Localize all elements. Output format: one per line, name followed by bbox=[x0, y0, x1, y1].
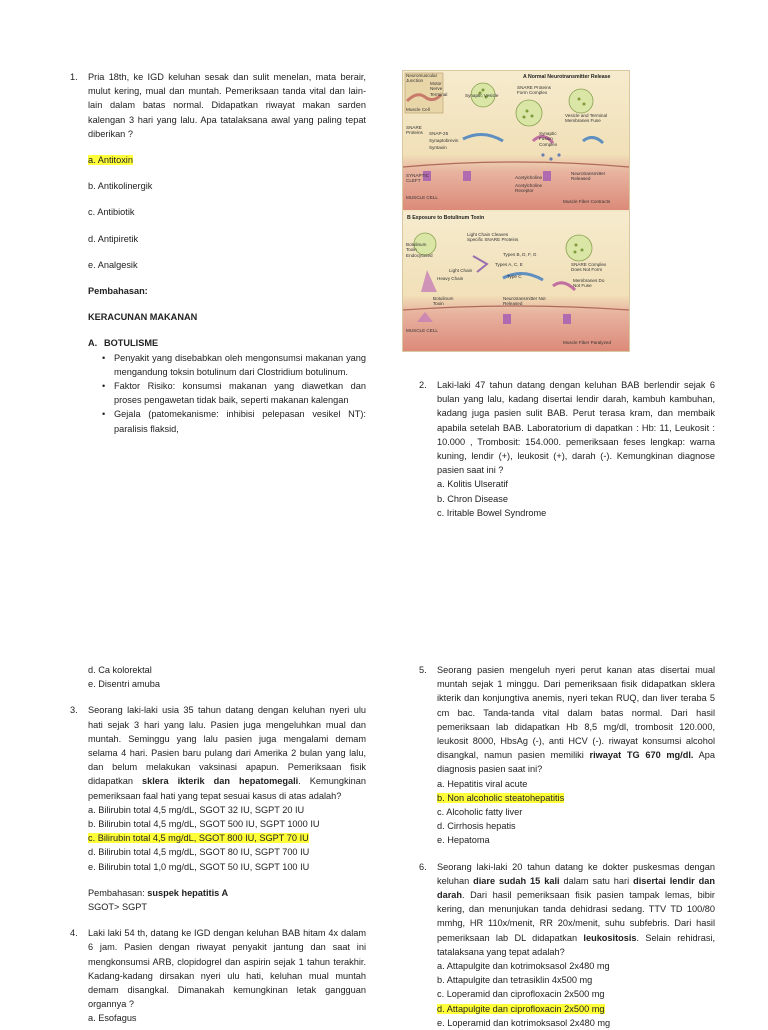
answer-option: e. Loperamid dan kotrimoksasol 2x480 mg bbox=[437, 1017, 611, 1028]
pembahasan: Pembahasan: suspek hepatitis A bbox=[88, 887, 229, 898]
figure-label: Types B, D, F, G bbox=[503, 252, 537, 257]
answer-option: e. Hepatoma bbox=[437, 835, 490, 846]
question-text: Seorang laki-laki usia 35 tahun datang dengan keluhan nyeri ulu hati sejak 3 hari yang lalu. Pasien juga mengeluhkan mual dan muntah. Seminggu yang lalu pasien juga mengalami demam selama 4 hari. Pasien baru pulang dari Amerika 2 bulan yang lalu, dan belum melakukan vaksinasi apapun. Pemeriksaan fisik didapatkan sklera ikterik dan hepatomegali. Kemungkinan pemeriksaan faal hati yang tepat sesuai kasus di atas adalah? bbox=[88, 705, 366, 801]
panel-b-title: B Exposure to Botulinum Toxin bbox=[407, 215, 485, 221]
figure-label: SYNAPTIC CLEFT bbox=[406, 173, 429, 184]
question-number: 5. bbox=[419, 665, 427, 675]
answer-option: b. Attapulgite dan tetrasiklin 4x500 mg bbox=[437, 975, 593, 986]
answer-option: d. Antipiretik bbox=[88, 233, 139, 244]
answer-option: d. Cirrhosis hepatis bbox=[437, 821, 516, 832]
answer-option: b. Bilirubin total 4,5 mg/dL, SGOT 500 IU, SGPT 1000 IU bbox=[88, 819, 320, 830]
figure-label: Neurotransmitter Not Released bbox=[503, 296, 546, 307]
figure-label: Acetylcholine bbox=[515, 175, 543, 180]
bullet-item: • Gejala (patomekanisme: inhibisi pelepasan vesikel NT): paralisis flaksid, bbox=[70, 407, 366, 435]
subsection-title: BOTULISME bbox=[104, 338, 159, 349]
question-3 bbox=[70, 703, 366, 802]
answer-option: c. Antibiotik bbox=[88, 207, 135, 218]
answer-option: d. Bilirubin total 4,5 mg/dL, SGOT 80 IU, SGPT 700 IU bbox=[88, 847, 310, 858]
figure-label: Vesicle and Terminal Membranes Fuse bbox=[565, 113, 608, 124]
figure-label: Synaptic Fusion Complex bbox=[539, 131, 558, 147]
question-number: 3. bbox=[70, 705, 78, 716]
left-top-column bbox=[70, 70, 366, 436]
section-title: KERACUNAN MAKANAN bbox=[88, 312, 198, 323]
pembahasan-note: SGOT> SGPT bbox=[88, 902, 147, 913]
bullet-item: • Faktor Risiko: konsumsi makanan yang diawetkan dan proses pengawetan tidak baik, seperti makanan kalengan bbox=[70, 379, 366, 407]
botulinum-figure bbox=[402, 70, 630, 352]
bullet-list bbox=[70, 351, 366, 436]
figure-label: Membranes Do Not Fuse bbox=[573, 278, 605, 289]
question-1 bbox=[70, 70, 366, 141]
figure-label: Acetylcholine Receptor bbox=[515, 183, 543, 194]
figure-label: Muscle Cell bbox=[406, 107, 430, 112]
figure-label: Neuromuscular Junction bbox=[406, 73, 438, 84]
figure-label: Heavy Chain bbox=[437, 276, 464, 281]
figure-label: MUSCLE CELL bbox=[406, 195, 438, 200]
question-text: Pria 18th, ke IGD keluhan sesak dan sulit menelan, mata berair, mulut kering, mual dan muntah. Pemeriksaan tanda vital dan lain-lain dalam batas normal. Didapatkan riwayat makan sarden kalengan 3 hari yang lalu. Apa tatalaksana awal yang paling tepat diberikan ? bbox=[88, 72, 366, 139]
answer-option: a. Esofagus bbox=[88, 1013, 137, 1024]
figure-label: Muscle Fiber Paralyzed bbox=[563, 340, 611, 345]
answer-option bbox=[88, 831, 366, 845]
figure-label: SNARE Proteins Form Complex bbox=[517, 85, 551, 96]
figure-panel-botulinum bbox=[403, 212, 629, 351]
answer-highlight: c. Bilirubin total 4,5 mg/dL, SGOT 800 IU, SGPT 70 IU bbox=[88, 833, 309, 844]
question-6 bbox=[419, 860, 715, 959]
question-number: 4. bbox=[70, 928, 78, 939]
answer-option: e. Analgesik bbox=[88, 259, 138, 270]
panel-a-title: A Normal Neurotransmitter Release bbox=[523, 74, 611, 80]
question-number: 2. bbox=[419, 380, 427, 390]
answer-option bbox=[437, 1002, 715, 1016]
figure-label: Type C bbox=[507, 274, 522, 279]
question-number: 1. bbox=[70, 72, 78, 82]
answer-highlight: d. Attapulgite dan ciprofloxacin 2x500 mg bbox=[437, 1003, 605, 1014]
answer-option: a. Attapulgite dan kotrimoksasol 2x480 mg bbox=[437, 961, 610, 972]
left-bottom-column bbox=[70, 663, 366, 1026]
question-text: Seorang laki-laki 20 tahun datang ke dokter puskesmas dengan keluhan diare sudah 15 kali dalam satu hari disertai lendir dan darah. Dari hasil pemeriksaan fisik pasien tampak lemas, bibir kering, dan menunjukan tanda dehidrasi sedang. TTV TD 100/80 mmhg, HR 110x/menit, RR 20x/menit, suhu subfebris. Dari hasil pemeriksaan lab DL didapatkan leukositosis. Selain rehidrasi, tatalaksana yang tepat adalah? bbox=[437, 861, 716, 957]
figure-label: Motor Nerve Terminal bbox=[430, 81, 448, 97]
figure-label: SNARE Complex Does Not Form bbox=[571, 262, 607, 273]
answer-option: b. Chron Disease bbox=[437, 493, 508, 504]
answer-option: c. Iritable Bowel Syndrome bbox=[437, 507, 547, 518]
answer-option: a. Kolitis Ulseratif bbox=[437, 479, 508, 490]
figure-panel-normal bbox=[403, 71, 629, 210]
figure-label: SNARE Proteins bbox=[406, 125, 423, 136]
figure-label: Synaptic Vesicle bbox=[465, 93, 499, 98]
answer-option: a. Bilirubin total 4,5 mg/dL, SGOT 32 IU, SGPT 20 IU bbox=[88, 804, 305, 815]
figure-label: Muscle Fiber Contracts bbox=[563, 199, 611, 204]
answer-option: d. Ca kolorektal bbox=[88, 665, 152, 675]
question-5 bbox=[419, 663, 715, 777]
answer-option: a. Hepatitis viral acute bbox=[437, 778, 528, 789]
bullet-item: • Penyakit yang disebabkan oleh mengonsumsi makanan yang mengandung toksin botulinum dari Clostridium botulinum. bbox=[70, 351, 366, 379]
pembahasan-label: Pembahasan: bbox=[88, 286, 148, 297]
figure-label: Neurotransmitter Released bbox=[571, 171, 606, 182]
subsection-heading bbox=[88, 336, 366, 350]
answer-option: e. Bilirubin total 1,0 mg/dL, SGOT 50 IU, SGPT 100 IU bbox=[88, 861, 310, 872]
figure-label: Light Chain bbox=[449, 268, 473, 273]
question-text: Laki-laki 47 tahun datang dengan keluhan BAB berlendir sejak 6 bulan yang lalu, kadang disertai lendir darah, kambuh kambuhan, kadang juga pasien sulit BAB. Perut terasa kram, dan membaik apabila setelah BAB. Laboratorium di dapatkan : Hb: 11, Leukosit : 10.000 , Trombosit: 154.000. pemeriksaan feses lengkap: warna kuning, lendir (+), leukosit (+), darah (-). Kemungkinan diagnose pasien saat ini ? bbox=[437, 380, 715, 476]
subsection-letter: A. bbox=[88, 338, 98, 349]
question-text: Seorang pasien mengeluh nyeri perut kanan atas disertai mual muntah sejak 1 minggu. Dari pemeriksaan fisik didapatkan sklera ikterik dan konjungtiva anemis, nyeri tekan RUQ, dan liver teraba 5 cm bac. Tanda-tanda vital dalam batas normal. Dari hasil pemeriksaan lab didapatkan Hb 8,5 mg/dl, trombosit 120.000, leukosit 8000, HbsAg (-), anti HCV (-). riwayat konsumsi alcohol disangkal, namun pasien memiliki riwayat TG 670 mg/dl. Apa diagnosis pasien saat ini? bbox=[437, 665, 715, 775]
right-top-column bbox=[419, 378, 715, 520]
answer-option bbox=[88, 153, 366, 167]
figure-label: Light Chain Cleaves Specific SNARE Proteins bbox=[467, 232, 519, 243]
answer-option: b. Antikolinergik bbox=[88, 181, 153, 192]
answer-highlight: a. Antitoxin bbox=[88, 155, 133, 166]
answer-option: c. Alcoholic fatty liver bbox=[437, 807, 523, 818]
question-4 bbox=[70, 926, 366, 1011]
figure-label: Types A, C, E bbox=[495, 262, 523, 267]
answer-option: c. Loperamid dan ciprofloxacin 2x500 mg bbox=[437, 989, 605, 1000]
figure-label: Botulinum Toxin Endocytosed bbox=[406, 242, 433, 258]
figure-label: SNAP-25 bbox=[429, 131, 449, 136]
question-text: Laki laki 54 th, datang ke IGD dengan keluhan BAB hitam 4x dalam 6 jam. Pasien dengan riwayat penyakit jantung dan saat ini mengkonsumsi ARB, clopidogrel dan aspirin sejak 1 tahun terakhir. Kadang-kadang dirsakan nyeri ulu hati, keluhan mual muntah demam disangkal. Dimanakah kemungkinan letak gangguan organnya ? bbox=[88, 928, 366, 1010]
figure-label: Syntaxin bbox=[429, 145, 447, 150]
answer-option: e. Disentri amuba bbox=[88, 679, 161, 690]
answer-highlight: b. Non alcoholic steatohepatitis bbox=[437, 792, 565, 803]
question-number: 6. bbox=[419, 861, 427, 872]
question-2 bbox=[419, 378, 715, 477]
figure-label: MUSCLE CELL bbox=[406, 328, 438, 333]
figure-label: Botulinum Toxin bbox=[433, 296, 454, 307]
answer-option bbox=[437, 791, 715, 805]
figure-label: Synaptobrevin bbox=[429, 138, 459, 143]
right-bottom-column bbox=[419, 663, 715, 1030]
